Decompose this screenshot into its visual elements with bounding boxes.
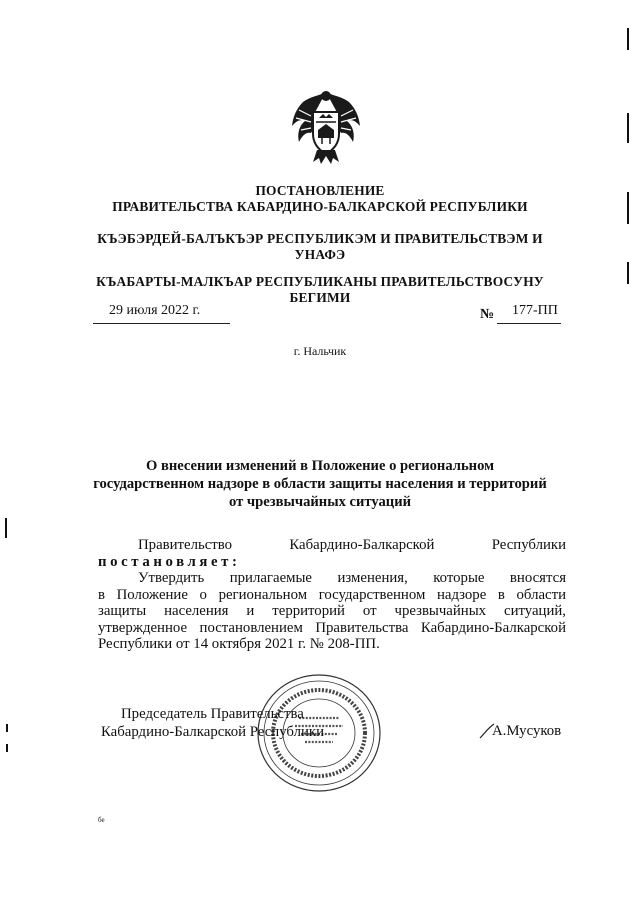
title-line: О внесении изменений в Положение о региональном bbox=[145, 458, 495, 474]
issuer-heading-krc-line1: КЪАБАРТЫ-МАЛКЪАР РЕСПУБЛИКАНЫ ПРАВИТЕЛЬСТВОСУНУ bbox=[96, 274, 544, 289]
date-underline bbox=[93, 323, 230, 324]
scan-edge-mark bbox=[627, 28, 629, 50]
date-number-row bbox=[0, 303, 640, 327]
title-line: государственном надзоре в области защиты населения и территорий bbox=[93, 476, 547, 492]
document-date: 29 июля 2022 г. bbox=[109, 303, 201, 318]
body-line: Республики от 14 октября 2021 г. № 208-ПП. bbox=[98, 636, 380, 652]
coat-of-arms-emblem bbox=[289, 86, 363, 168]
body-line-decree-word: постановляет: bbox=[98, 553, 241, 570]
issuer-heading-ru: ПРАВИТЕЛЬСТВА КАБАРДИНО-БАЛКАРСКОЙ РЕСПУБЛИКИ bbox=[112, 199, 528, 214]
city-name: г. Нальчик bbox=[293, 344, 347, 358]
issuer-heading-kbd-line1: КЪЭБЭРДЕЙ-БАЛЪКЪЭР РЕСПУБЛИКЭМ И ПРАВИТЕЛЬСТВЭМ И bbox=[97, 231, 543, 246]
document-title bbox=[0, 457, 640, 511]
issuer-heading-kbd-line2: УНАФЭ bbox=[294, 247, 346, 262]
body-line: Правительство Кабардино-Балкарской Республики bbox=[138, 537, 566, 553]
scan-edge-mark bbox=[6, 744, 8, 752]
scan-edge-mark bbox=[627, 113, 629, 143]
body-line: в Положение о региональном государственном надзоре в области bbox=[98, 586, 566, 603]
signatory-position-line1: Председатель Правительства bbox=[121, 706, 304, 722]
number-underline bbox=[497, 323, 561, 324]
body-line: Утвердить прилагаемые изменения, которые вносятся bbox=[138, 570, 566, 586]
signatory-name: А.Мусуков bbox=[492, 723, 562, 739]
issuer-heading-krc-line2: БЕГИМИ bbox=[289, 290, 351, 305]
footer-code: бе bbox=[98, 816, 105, 824]
doc-type-heading: ПОСТАНОВЛЕНИЕ bbox=[255, 183, 385, 198]
signatory-position bbox=[101, 705, 324, 741]
number-sign: № bbox=[480, 307, 495, 322]
scan-edge-mark bbox=[6, 724, 8, 732]
title-line: от чрезвычайных ситуаций bbox=[228, 494, 412, 510]
scan-edge-mark bbox=[5, 518, 7, 538]
document-number: 177-ПП bbox=[512, 303, 558, 318]
body-line: утвержденное постановлением Правительства Кабардино-Балкарской bbox=[98, 619, 566, 636]
document-body bbox=[98, 537, 566, 653]
body-line: защиты населения и территорий от чрезвычайных ситуаций, bbox=[98, 603, 566, 619]
signatory-position-line2: Кабардино-Балкарской Республики bbox=[101, 724, 324, 740]
